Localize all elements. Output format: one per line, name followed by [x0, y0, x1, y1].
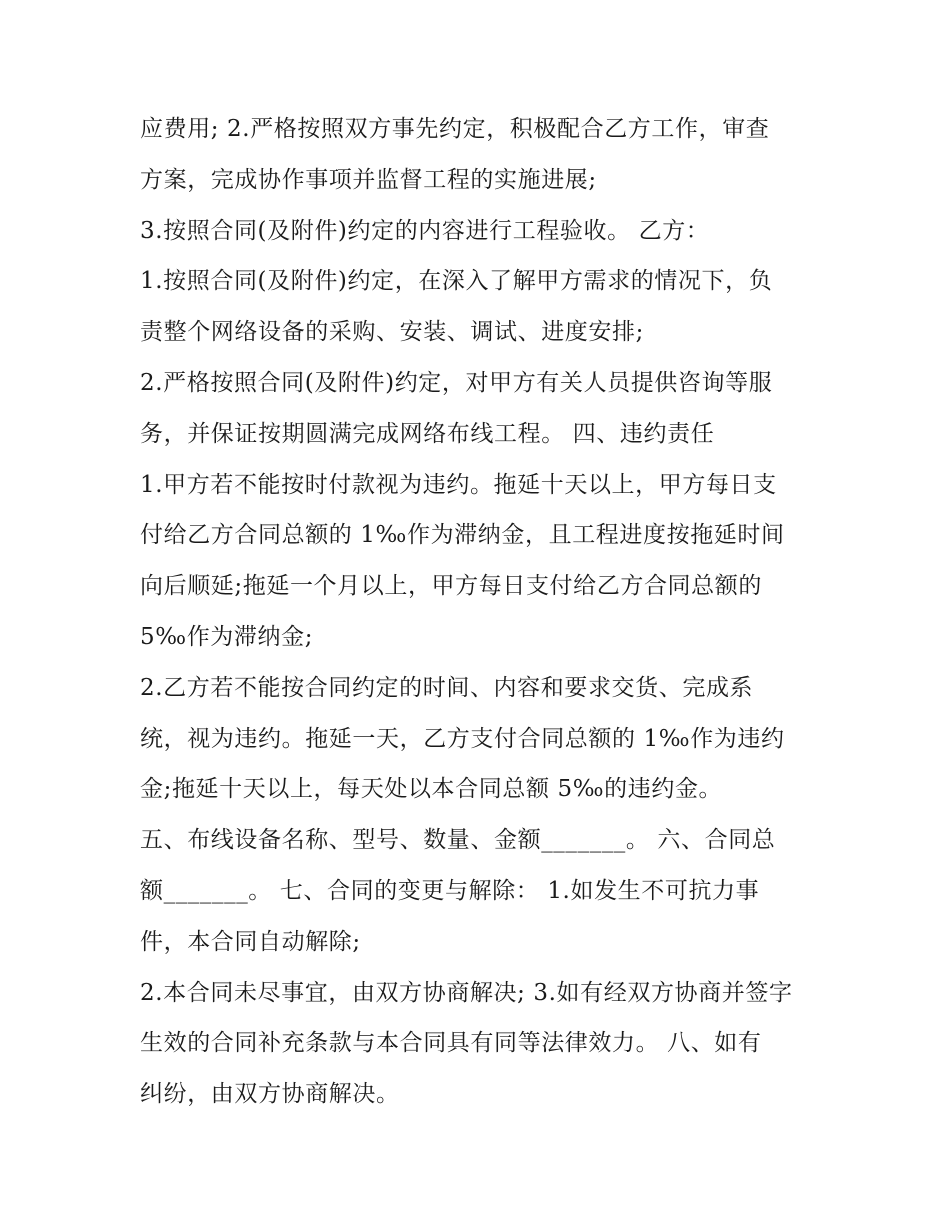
text-line: 额_______。 七、合同的变更与解除： 1.如发生不可抗力事 — [140, 877, 760, 904]
text-line: 2.严格按照合同(及附件)约定，对甲方有关人员提供咨询等服 — [140, 369, 773, 396]
text-line: 生效的合同补充条款与本合同具有同等法律效力。 八、如有 — [140, 1030, 762, 1057]
text-line: 件，本合同自动解除; — [140, 928, 361, 955]
text-line: 责整个网络设备的采购、安装、调试、进度安排; — [140, 319, 644, 346]
text-line: 向后顺延;拖延一个月以上，甲方每日支付给乙方合同总额的 — [140, 573, 762, 600]
text-line: 应费用; 2.严格按照双方事先约定，积极配合乙方工作，审查 — [140, 116, 770, 142]
text-line: 付给乙方合同总额的 1‰作为滞纳金，且工程进度按拖延时间 — [140, 522, 785, 549]
text-line: 方案，完成协作事项并监督工程的实施进展; — [140, 166, 597, 193]
text-line: 统，视为违约。拖延一天，乙方支付合同总额的 1‰作为违约 — [140, 725, 785, 752]
text-line: 2.本合同未尽事宜，由双方协商解决; 3.如有经双方协商并签字 — [140, 979, 793, 1006]
text-line: 1.甲方若不能按时付款视为违约。拖延十天以上，甲方每日支 — [140, 471, 777, 498]
text-line: 五、布线设备名称、型号、数量、金额_______。 六、合同总 — [140, 827, 776, 854]
text-line: 2.乙方若不能按合同约定的时间、内容和要求交货、完成系 — [140, 674, 754, 701]
text-line: 金;拖延十天以上，每天处以本合同总额 5‰的违约金。 — [140, 776, 723, 803]
text-line: 务，并保证按期圆满完成网络布线工程。 四、违约责任 — [140, 420, 715, 447]
text-line: 纠纷，由双方协商解决。 — [140, 1081, 400, 1108]
text-line: 5‰作为滞纳金; — [140, 623, 314, 650]
text-line: 3.按照合同(及附件)约定的内容进行工程验收。 乙方： — [140, 217, 710, 244]
document-body — [140, 104, 820, 1120]
text-line: 1.按照合同(及附件)约定，在深入了解甲方需求的情况下，负 — [140, 268, 773, 295]
